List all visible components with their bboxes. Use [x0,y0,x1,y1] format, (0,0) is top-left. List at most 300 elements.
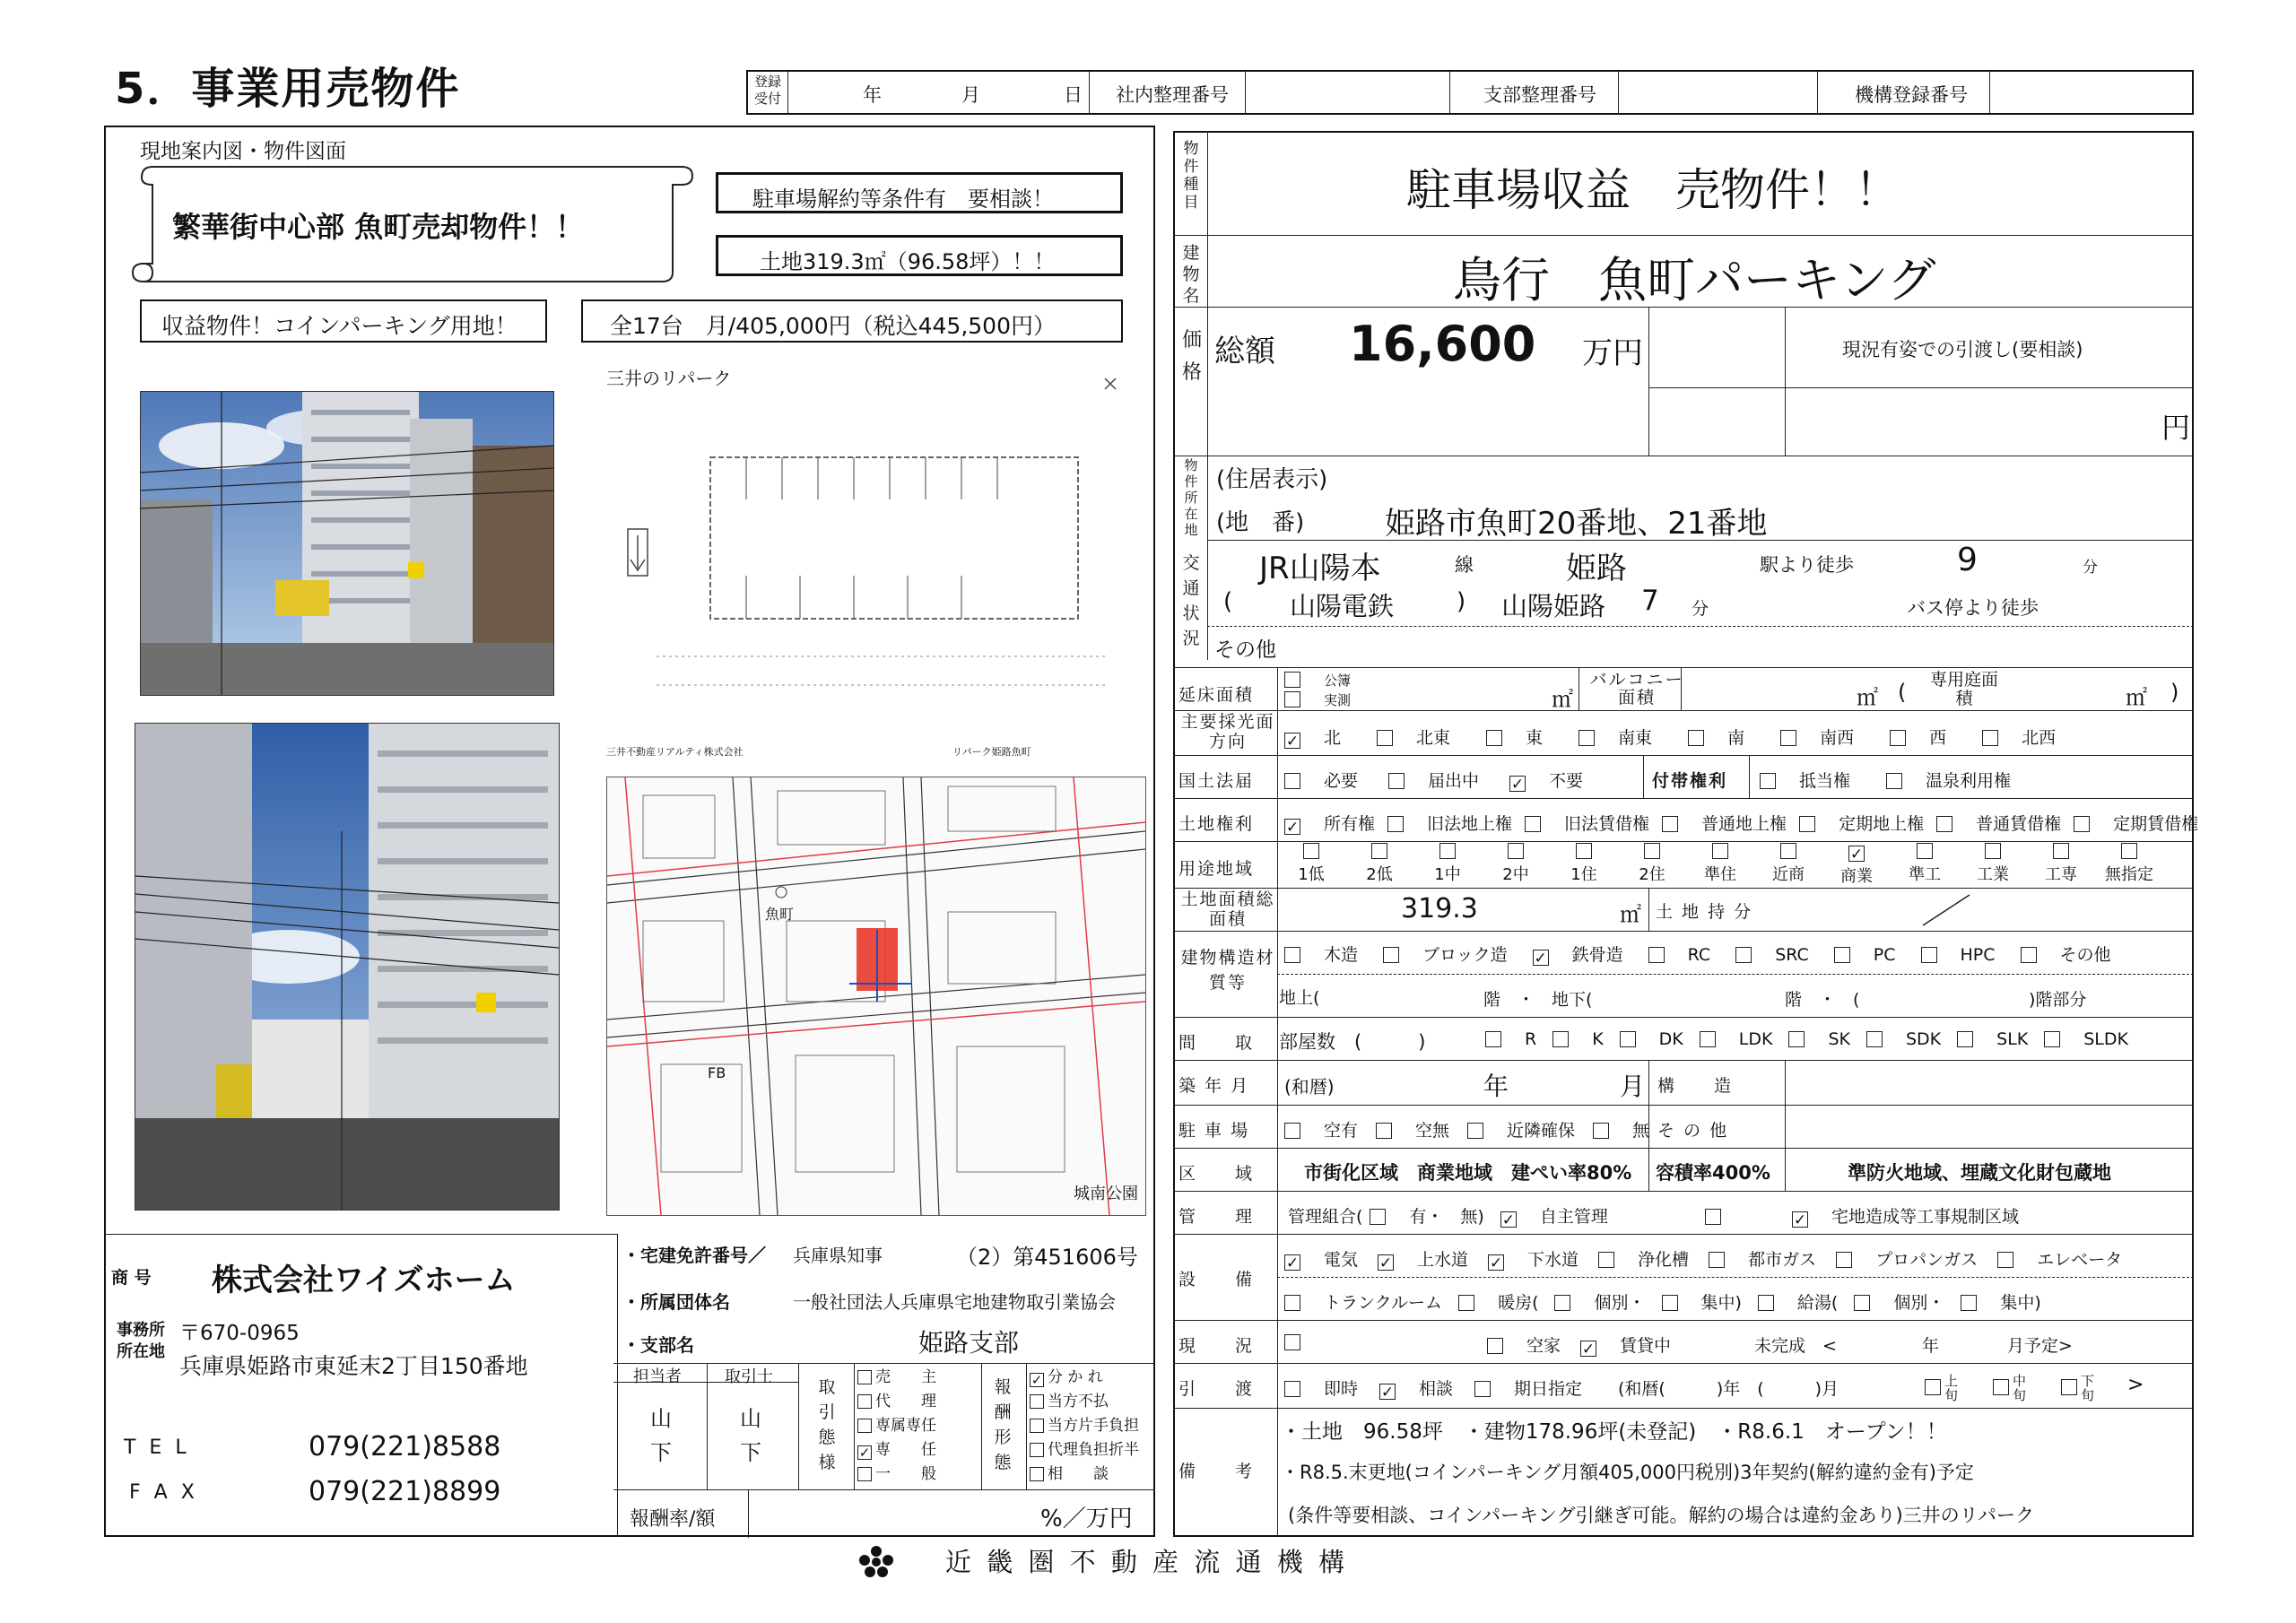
fax-label: F A X [129,1481,198,1504]
zone-checkbox[interactable] [1439,843,1456,859]
layout-option-label: SDK [1905,1029,1942,1049]
equip-option-3[interactable] [1598,1250,1689,1270]
handover-ten-label: 下旬 [2081,1373,2095,1403]
tel-label: T E L [124,1436,190,1459]
handover-ten-option-2[interactable] [2061,1374,2097,1402]
attached-checkbox[interactable] [1760,773,1776,789]
structure-option-3[interactable] [1648,945,1711,965]
zone-option-6[interactable] [1693,843,1747,885]
land-right-option-label: 普通賃借権 [1976,814,2062,834]
layout-option-3[interactable] [1700,1029,1773,1049]
plan-company: 三井不動産リアルティ株式会社 [606,746,744,758]
structure-checkbox[interactable] [1735,947,1752,963]
walk-label: 駅より徒歩 [1760,554,1854,576]
structure-option-4[interactable] [1735,945,1809,965]
law-options [1284,768,1613,792]
law-option-2[interactable] [1509,771,1584,794]
equip-option-2[interactable] [1488,1250,1578,1270]
parking-label: 駐 車 場 [1178,1121,1250,1141]
direction-checkbox[interactable] [1780,730,1796,746]
deal-mode-option-1[interactable] [857,1390,936,1414]
zone-label: 近商 [1772,865,1805,884]
garden-m2: ㎡ [2126,685,2147,710]
fee-mode-option-label: 代理負担折半 [1048,1441,1139,1459]
deal-mode-checkbox[interactable] [857,1394,872,1409]
fee-mode-checkbox[interactable] [1030,1419,1044,1433]
layout-option-1[interactable] [1552,1029,1603,1049]
direction-options [1284,725,2092,749]
transport-label: 交通状況 [1182,553,1200,648]
layout-checkbox[interactable] [1485,1031,1501,1047]
zone-checkbox[interactable]: ✓ [1849,846,1864,864]
floor-m2: ㎡ [1552,687,1573,712]
layout-option-label: SLK [1996,1029,2029,1049]
zone-option-12[interactable] [2102,843,2156,885]
land-right-label: 土地権利 [1178,814,1255,834]
zone-checkbox[interactable] [2053,843,2069,859]
land-right-option-6[interactable] [2074,814,2198,834]
deal-mode-label: 取引態様 [818,1377,836,1472]
land-right-checkbox[interactable] [1662,816,1678,832]
fee-mode-checkbox[interactable] [1030,1394,1044,1409]
zone-checkbox[interactable] [1780,843,1796,859]
line-suffix: 線 [1455,554,1474,576]
land-right-checkbox[interactable] [1936,816,1952,832]
construction-label: 構 造 [1657,1076,1734,1096]
equip2-checkbox[interactable] [1758,1295,1774,1311]
parking-option-3[interactable] [1593,1121,1649,1141]
equip-option-label: エレベータ [2037,1250,2123,1270]
fee-rate-label: 報酬率/額 [630,1508,716,1531]
zone-checkbox[interactable] [1644,843,1660,859]
area-map [606,777,1146,1216]
handover-checkbox[interactable] [1284,1381,1300,1397]
floor-public-option[interactable]: 公簿 [1284,671,1374,690]
parking-option-0[interactable] [1284,1121,1358,1141]
status-option-0[interactable] [1487,1336,1561,1356]
status-label: 現 況 [1178,1336,1255,1356]
land-right-checkbox[interactable] [1387,816,1404,832]
law-checkbox[interactable]: ✓ [1510,776,1525,794]
layout-option-label: SK [1828,1029,1850,1049]
status-checkbox[interactable]: ✓ [1581,1341,1596,1358]
structure-options [1284,942,2136,966]
equip2-checkbox[interactable] [1458,1295,1474,1311]
handover-checkbox[interactable]: ✓ [1380,1384,1395,1402]
zone-option-1[interactable] [1352,843,1406,885]
layout-checkbox[interactable] [1788,1031,1805,1047]
location-label: 物件所在地 [1184,457,1198,538]
layout-option-2[interactable] [1620,1029,1683,1049]
handover-ten-checkbox[interactable] [2061,1379,2077,1395]
layout-option-5[interactable] [1866,1029,1941,1049]
direction-option-7[interactable] [1982,728,2056,748]
assoc-label: ・所属団体名 [622,1291,730,1313]
remark-3: (条件等要相談、コインパーキング引継ぎ可能。解約の場合は違約金あり)三井のリパーク [1288,1505,2035,1526]
layout-checkbox[interactable] [1957,1031,1973,1047]
parking-checkbox[interactable] [1467,1123,1483,1139]
equip2-option-label: 暖房( [1498,1293,1539,1313]
fee-mode-checkbox[interactable]: ✓ [1031,1372,1043,1388]
direction-option-2[interactable] [1486,728,1543,748]
equip2-checkbox[interactable] [1961,1295,1977,1311]
handover-ten-checkbox[interactable] [1993,1379,2009,1395]
direction-option-6[interactable] [1890,728,1946,748]
remark-2: ・R8.5.末更地(コインパーキング月額405,000円税別)3年契約(解約違約金有)予定 [1281,1462,1974,1483]
layout-option-0[interactable] [1485,1029,1536,1049]
equip2-option-1[interactable] [1458,1293,1538,1313]
handover-ten-label: 中旬 [2013,1373,2027,1403]
land-right-checkbox[interactable] [2074,816,2090,832]
equip2-checkbox[interactable] [1662,1295,1678,1311]
fee-mode-option-4[interactable] [1030,1462,1139,1487]
layout-option-label: R [1525,1029,1537,1049]
status-blank-checkbox[interactable] [1284,1334,1300,1350]
land-share-slash [1919,891,1973,929]
direction-checkbox[interactable] [1377,730,1393,746]
structure-checkbox[interactable] [1648,947,1665,963]
land-share-label: 土 地 持 分 [1656,902,1753,922]
status-option-label: 賃貸中 [1620,1336,1672,1356]
mgmt-blank-checkbox[interactable] [1705,1209,1721,1225]
parking-checkbox[interactable] [1376,1123,1392,1139]
land-right-option-label: 定期地上権 [1839,814,1925,834]
equip2-option-2[interactable] [1554,1293,1645,1313]
station2: 山陽姫路 [1501,591,1606,621]
direction-checkbox[interactable] [1578,730,1595,746]
layout-option-label: SLDK [2083,1029,2128,1049]
structure-option-2[interactable] [1533,945,1623,968]
section-title: 5．事業用売物件 [115,64,461,114]
land-right-option-3[interactable] [1662,814,1787,834]
reg-month: 月 [961,84,980,106]
zone-option-0[interactable] [1284,843,1338,885]
law-option-0[interactable] [1284,771,1358,791]
fee-mode-option-3[interactable] [1030,1438,1139,1462]
zone-option-7[interactable] [1761,843,1815,885]
fee-mode-checkbox[interactable] [1030,1467,1044,1481]
equip-option-0[interactable] [1284,1250,1358,1270]
handover-option-2[interactable] [1474,1379,1582,1399]
equip2-option-0[interactable] [1284,1293,1442,1313]
postal: 〒670-0965 [179,1322,300,1345]
layout-option-4[interactable] [1788,1029,1850,1049]
layout-option-label: K [1592,1029,1604,1049]
structure-checkbox[interactable] [1284,947,1300,963]
lot: 姫路市魚町20番地、21番地 [1385,506,1768,542]
zone-checkbox[interactable] [1303,843,1319,859]
layout-option-6[interactable] [1957,1029,2028,1049]
map-caption: 現地案内図・物件図面 [140,140,346,163]
deal-mode-checkbox[interactable] [857,1467,872,1481]
layout-checkbox[interactable] [1866,1031,1883,1047]
parking-checkbox[interactable] [1593,1123,1609,1139]
direction-option-5[interactable] [1780,728,1854,748]
zone-options [1284,843,2190,886]
equip2-checkbox[interactable] [1554,1295,1570,1311]
law-checkbox[interactable] [1388,773,1405,789]
zone-option-5[interactable] [1625,843,1679,885]
handover-ten-option-0[interactable] [1925,1374,1961,1402]
parking-option-label: 無 [1632,1121,1650,1141]
law-option-label: 必要 [1324,771,1359,791]
handover-options [1284,1376,1604,1400]
structure-checkbox[interactable] [2021,947,2037,963]
floors-row: 地上( [1279,988,1320,1008]
built-era: (和暦) [1284,1076,1335,1098]
layout-option-7[interactable] [2044,1029,2128,1049]
line: JR山陽本 [1259,551,1381,586]
equip2-option-3[interactable] [1662,1293,1742,1313]
equip2-checkbox[interactable] [1284,1295,1300,1311]
land-right-checkbox[interactable]: ✓ [1285,819,1300,837]
zone-option-10[interactable] [1966,843,2020,885]
law-checkbox[interactable] [1284,773,1300,789]
zone-label: 無指定 [2105,865,2153,884]
zone-option-3[interactable] [1489,843,1543,885]
fee-mode-option-label: 当方片手負担 [1048,1417,1139,1435]
note-spaces: 全17台 月/405,000円（税込445,500円） [581,299,1123,343]
fee-mode-checkbox[interactable] [1030,1443,1044,1457]
parking-plan [603,352,1137,758]
parking-option-1[interactable] [1376,1121,1449,1141]
direction-option-label: 南東 [1618,728,1653,748]
handover-ten-option-1[interactable] [1993,1374,2029,1402]
status-checkbox[interactable] [1487,1338,1503,1354]
equip2-option-label: 個別・ [1893,1293,1945,1313]
land-right-option-1[interactable] [1387,814,1512,834]
land-area: 319.3 [1401,893,1478,924]
land-right-option-label: 旧法賃借権 [1564,814,1650,834]
zone-option-2[interactable] [1421,843,1474,885]
zone-option-9[interactable] [1898,843,1952,885]
zone-option-4[interactable] [1557,843,1611,885]
zoning-label: 用途地域 [1178,859,1255,879]
law-label: 国土法届 [1178,771,1255,791]
attached-option-0[interactable] [1760,771,1850,791]
branch-no-label: 支部整理番号 [1483,84,1596,106]
equip-option-5[interactable] [1836,1250,1978,1270]
equip2-option-6[interactable] [1961,1293,2040,1313]
balcony-m2: ㎡ [1857,685,1878,710]
land-right-option-2[interactable] [1525,814,1649,834]
zone-label: 工業 [1977,865,2009,884]
direction-checkbox[interactable] [1486,730,1502,746]
structure-option-6[interactable] [1921,945,1996,965]
structure-option-0[interactable] [1284,945,1358,965]
staff-name: 山下 [650,1406,672,1465]
equip-option-1[interactable] [1378,1250,1468,1270]
direction-checkbox[interactable] [1982,730,1998,746]
structure-option-label: 木造 [1324,945,1359,965]
structure-option-label: RC [1687,945,1711,965]
direction-option-label: 北西 [2022,728,2057,748]
structure-checkbox[interactable] [1921,947,1937,963]
trade-label: 商 号 [111,1268,152,1288]
status-option-1[interactable] [1580,1336,1671,1356]
land-right-option-label: 旧法地上権 [1427,814,1513,834]
deal-mode-option-0[interactable] [857,1366,936,1390]
price-unit: 万円 [1582,335,1643,371]
equip-checkbox[interactable]: ✓ [1489,1254,1503,1272]
fee-mode-option-1[interactable] [1030,1390,1139,1414]
reg-year: 年 [863,84,882,106]
direction-option-1[interactable] [1377,728,1450,748]
land-right-option-5[interactable] [1936,814,2061,834]
walk-min: 9 [1957,542,1978,578]
equip-checkbox[interactable]: ✓ [1285,1254,1300,1272]
handover-option-label: 期日指定 [1514,1379,1583,1399]
equip-checkbox[interactable] [1598,1252,1614,1268]
direction-option-label: 西 [1929,728,1947,748]
org-logo-icon [854,1544,899,1580]
land-right-option-label: 所有権 [1324,814,1376,834]
equip-option-6[interactable] [1997,1250,2122,1270]
attached-checkbox[interactable] [1886,773,1902,789]
equip2-option-4[interactable] [1758,1293,1838,1313]
layout-checkbox[interactable] [1700,1031,1716,1047]
layout-checkbox[interactable] [2044,1031,2060,1047]
attached-option-1[interactable] [1886,771,2011,791]
fee-mode-option-2[interactable] [1030,1414,1139,1438]
equip-checkbox[interactable] [1997,1252,2013,1268]
structure-checkbox[interactable]: ✓ [1534,950,1547,968]
zone-label: 商業 [1840,867,1873,886]
structure-option-label: ブロック造 [1422,945,1508,965]
deal-mode-checkbox[interactable] [857,1419,872,1433]
deal-mode-option-2[interactable] [857,1414,936,1438]
land-right-option-0[interactable] [1284,814,1376,837]
zone-label: 2中 [1502,865,1529,884]
parking-other-label: そ の 他 [1657,1121,1729,1141]
fee-modes [1030,1366,1139,1487]
zone-option-11[interactable] [2034,843,2088,885]
direction-checkbox[interactable]: ✓ [1285,733,1300,751]
parking-option-2[interactable] [1467,1121,1575,1141]
equip2-option-label: トランクルーム [1324,1293,1443,1313]
handler-name: 山下 [740,1406,761,1465]
equip-checkbox[interactable] [1709,1252,1725,1268]
structure-checkbox[interactable] [1834,947,1850,963]
parking-checkbox[interactable] [1284,1123,1300,1139]
attached-option-label: 抵当権 [1799,771,1851,791]
status-options [1487,1332,1691,1357]
structure-label: 建物構造材質等 [1180,948,1275,993]
zone-checkbox[interactable] [1985,843,2001,859]
equip-options-1 [1284,1246,2142,1271]
equip2-checkbox[interactable] [1854,1295,1870,1311]
land-right-option-label: 普通地上権 [1701,814,1787,834]
structure-option-5[interactable] [1834,945,1896,965]
equip-option-4[interactable] [1709,1250,1816,1270]
equip-options-2 [1284,1289,2057,1314]
license-label: ・宅建免許番号／ [622,1245,766,1266]
equip-checkbox[interactable]: ✓ [1378,1254,1393,1272]
deal-modes [857,1366,936,1487]
note-contract: 駐車場解約等条件有 要相談！ [716,172,1123,213]
reg-day: 日 [1064,84,1083,106]
land-right-checkbox[interactable] [1799,816,1815,832]
remark-1: ・土地 96.58坪 ・建物178.96坪(未登記) ・R8.6.1 オープン！！ [1281,1420,1947,1444]
map-station-label: 魚町 [765,906,795,923]
attached-label: 付帯権利 [1652,771,1728,791]
property-photo-1 [140,391,554,696]
structure-checkbox[interactable] [1383,947,1399,963]
direction-checkbox[interactable] [1890,730,1906,746]
parking-option-label: 空無 [1415,1121,1450,1141]
branch: 姫路支部 [918,1328,1020,1358]
structure-option-label: その他 [2059,945,2111,965]
handover-option-label: 即時 [1324,1379,1359,1399]
handover-checkbox[interactable] [1474,1381,1491,1397]
structure-option-7[interactable] [2021,945,2111,965]
land-area-label: 土地面積総面積 [1180,890,1275,929]
floor-actual-option[interactable]: 実測 [1284,690,1374,710]
land-right-checkbox[interactable] [1525,816,1541,832]
equip-checkbox[interactable] [1836,1252,1852,1268]
equip2-option-5[interactable] [1854,1293,1944,1313]
land-right-option-label: 定期賃借権 [2113,814,2199,834]
fee-mode-option-label: 相 談 [1048,1465,1109,1483]
land-right-option-4[interactable] [1799,814,1924,834]
yen: 円 [2161,411,2191,445]
layout-checkbox[interactable] [1620,1031,1636,1047]
deal-mode-checkbox[interactable] [857,1370,872,1384]
attached-options [1760,768,2047,792]
equip-option-label: 浄化槽 [1638,1250,1690,1270]
zone-checkbox[interactable] [1712,843,1728,859]
zone-label: 2住 [1639,865,1665,884]
deal-mode-option-label: 専 任 [875,1441,936,1459]
direction-option-0[interactable] [1284,728,1342,751]
handover-ten-checkbox[interactable] [1925,1379,1941,1395]
direction-label: 主要採光面方向 [1180,712,1275,751]
direction-option-4[interactable] [1688,728,1744,748]
handover-ten-label: 上旬 [1944,1373,1959,1403]
zone-checkbox[interactable] [2121,843,2137,859]
zone-label: 1住 [1570,865,1597,884]
zone-checkbox[interactable] [1371,843,1387,859]
structure-option-1[interactable] [1383,945,1508,965]
fee-mode-option-0[interactable] [1030,1366,1139,1390]
layout-checkbox[interactable] [1552,1031,1569,1047]
handover-option-1[interactable] [1379,1379,1454,1402]
license-no: （2）第451606号 [956,1245,1138,1270]
plan-brand: 三井のリパーク [606,368,732,389]
direction-checkbox[interactable] [1688,730,1704,746]
equip2-option-label: 個別・ [1594,1293,1646,1313]
zone-label: 工専 [2045,865,2077,884]
mgmt-self-option[interactable]: ✓ 自主管理 [1501,1207,1608,1229]
status-option-label: 空家 [1526,1336,1561,1356]
zone-checkbox[interactable] [1576,843,1592,859]
station: 姫路 [1566,551,1627,586]
law-option-1[interactable] [1388,771,1479,791]
price-total-label: 総額 [1214,334,1275,369]
handover-option-0[interactable] [1284,1379,1358,1399]
mgmt-reg-option[interactable]: ✓ 宅地造成等工事規制区域 [1793,1207,2020,1229]
deal-mode-option-4[interactable] [857,1462,936,1487]
floors-below: 階 ・ 地下( [1483,990,1593,1010]
license-pref: 兵庫県知事 [793,1245,883,1266]
direction-option-3[interactable] [1578,728,1652,748]
zone-checkbox[interactable] [1508,843,1524,859]
deal-mode-checkbox[interactable]: ✓ [858,1445,871,1461]
deal-mode-option-3[interactable] [857,1438,936,1462]
zone-checkbox[interactable] [1917,843,1933,859]
zone-option-8[interactable] [1830,843,1883,887]
garden-label: 専用庭面積 [1929,670,1998,708]
